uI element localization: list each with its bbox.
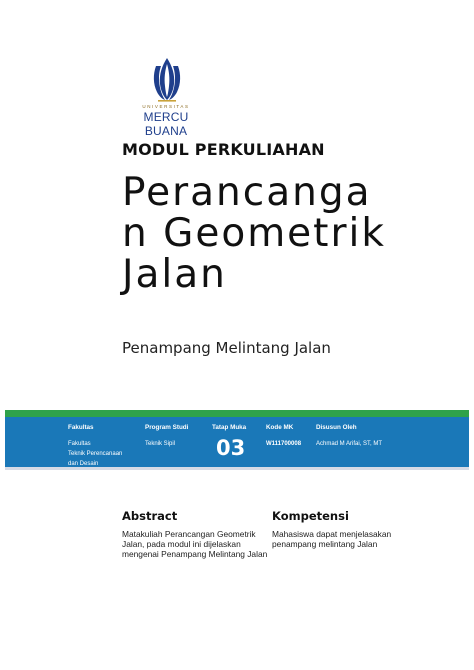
fakultas-line: dan Desain	[68, 461, 99, 467]
title-line: n Geometrik	[122, 211, 386, 256]
logo-university-name: MERCU BUANA	[143, 110, 189, 138]
abstract-line: Matakuliah Perancangan Geometrik	[122, 529, 256, 539]
logo-university-word: UNIVERSITAS	[142, 104, 190, 109]
disusun-oleh-header: Disusun Oleh	[316, 424, 357, 431]
disusun-oleh-value: Achmad M Arifai, ST, MT	[316, 441, 383, 447]
kode-mk-value: W111700008	[266, 441, 302, 447]
title-line: Jalan	[122, 252, 227, 297]
kompetensi-line: penampang melintang Jalan	[272, 539, 378, 549]
page-subtitle: Penampang Melintang Jalan	[122, 339, 331, 357]
tatap-muka-value: 03	[216, 436, 246, 460]
kompetensi-line: Mahasiswa dapat menjelasakan	[272, 529, 392, 539]
university-logo	[124, 56, 208, 138]
module-label: MODUL PERKULIAHAN	[122, 140, 325, 159]
page-title	[122, 172, 452, 295]
fakultas-value	[68, 439, 122, 469]
kompetensi-heading: Kompetensi	[272, 509, 349, 523]
info-band	[5, 417, 469, 467]
mercu-buana-flame-logo-icon	[150, 56, 184, 102]
fakultas-header: Fakultas	[68, 424, 94, 431]
program-studi-header: Program Studi	[145, 424, 189, 431]
abstract-body	[122, 529, 282, 559]
band-accent-stripe	[5, 410, 469, 417]
band-shadow-stripe	[5, 467, 469, 470]
program-studi-value: Teknik Sipil	[145, 441, 176, 447]
fakultas-line: Fakultas	[68, 441, 91, 447]
tatap-muka-header: Tatap Muka	[212, 424, 247, 431]
kompetensi-body	[272, 529, 432, 549]
abstract-line: Jalan, pada modul ini dijelaskan	[122, 539, 241, 549]
fakultas-line: Teknik Perencanaan	[68, 451, 123, 457]
abstract-line: mengenai Penampang Melintang Jalan	[122, 549, 268, 559]
kode-mk-header: Kode MK	[266, 424, 294, 431]
abstract-heading: Abstract	[122, 509, 178, 523]
title-line: Perancanga	[122, 170, 372, 215]
